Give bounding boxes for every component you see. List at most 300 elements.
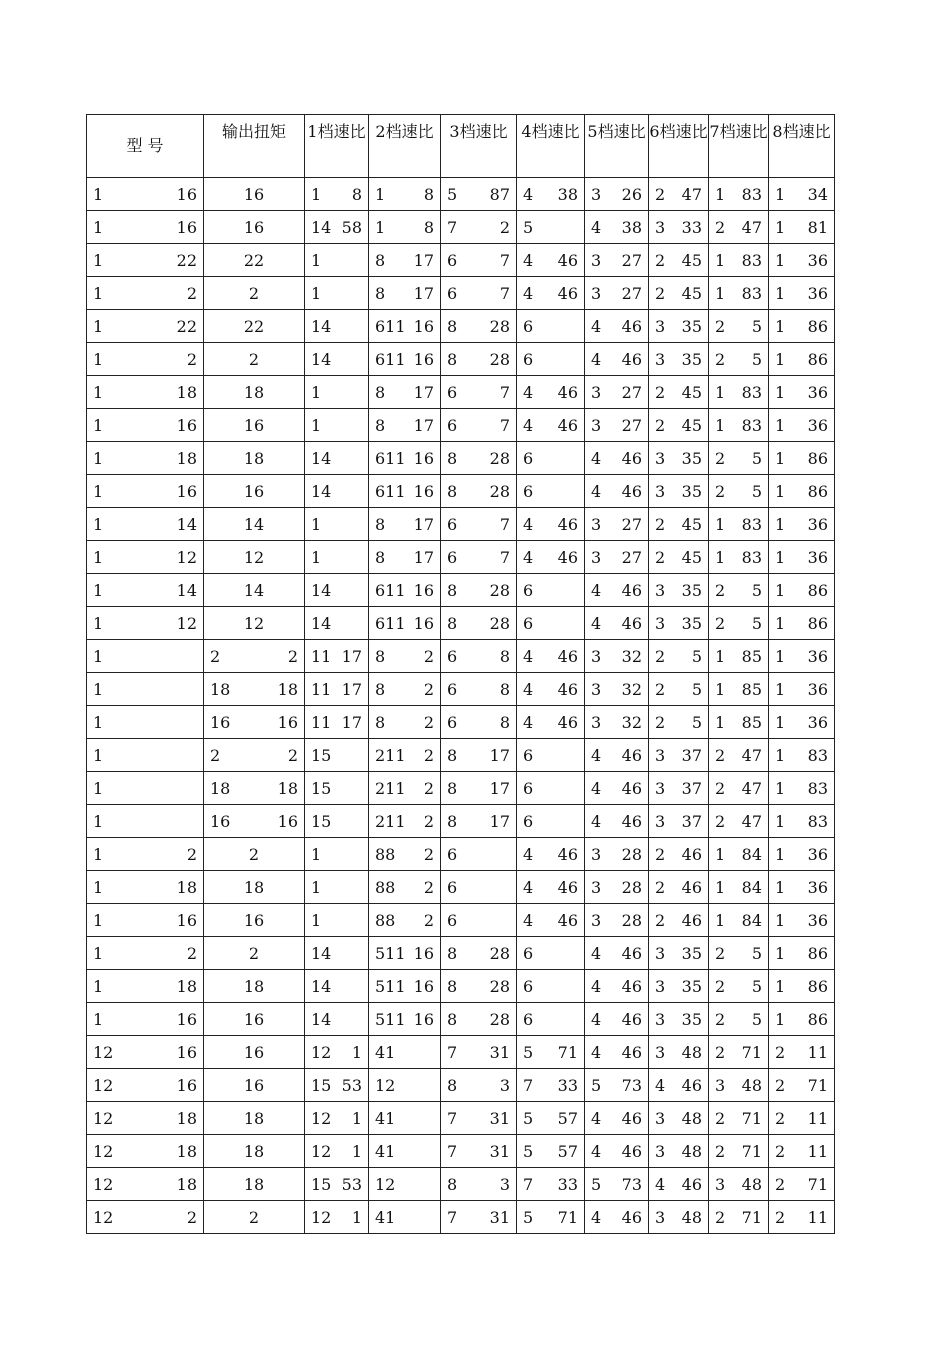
cell-model [87,277,204,310]
cell-value: 6 [523,811,534,831]
cell-value: 1 [311,250,322,270]
cell-value: 2 [423,877,434,897]
cell-value: 35 [681,481,702,501]
cell-gear-8 [769,277,835,310]
cell-value: 2 [715,613,726,633]
cell-value: 3 [655,976,666,996]
cell-value: 8 [447,943,458,963]
cell-value: 14 [176,514,197,534]
cell-model [87,211,204,244]
cell-value: 8 [423,217,434,237]
cell-model [87,871,204,904]
cell-value: 5 [591,1075,602,1095]
cell-value: 28 [489,448,510,468]
cell-value: 1 [715,679,726,699]
cell-value: 511 [375,943,406,963]
cell-value: 85 [741,712,762,732]
cell-value: 5 [751,613,762,633]
cell-value: 46 [557,844,578,864]
cell-value: 18 [243,382,265,402]
cell-value: 46 [621,1207,642,1227]
cell-value: 83 [741,547,762,567]
cell-value: 57 [557,1141,578,1161]
cell-value: 8 [375,283,386,303]
cell-gear-6 [649,1036,709,1069]
cell-gear-4 [517,1036,585,1069]
cell-value: 18 [176,877,197,897]
cell-value: 2 [655,514,666,534]
cell-value: 22 [243,250,265,270]
cell-gear-2 [369,706,441,739]
cell-value: 28 [489,943,510,963]
header-gear-8: 8档速比 [769,115,835,178]
cell-value: 4 [591,316,602,336]
cell-value: 11 [311,646,332,666]
cell-value: 1 [93,349,104,369]
cell-gear-4 [517,244,585,277]
cell-value: 46 [681,910,702,930]
cell-value: 4 [591,1108,602,1128]
cell-value: 1 [715,844,726,864]
cell-value: 16 [413,1009,434,1029]
cell-value: 3 [499,1075,510,1095]
cell-gear-6 [649,1069,709,1102]
cell-value: 4 [655,1174,666,1194]
cell-value: 2 [775,1141,786,1161]
cell-value: 6 [447,910,458,930]
cell-gear-2 [369,1003,441,1036]
cell-value: 8 [375,712,386,732]
cell-model [87,1201,204,1234]
cell-gear-3 [441,739,517,772]
cell-value: 85 [741,679,762,699]
cell-value: 4 [591,811,602,831]
cell-value: 1 [93,415,104,435]
cell-gear-6 [649,904,709,937]
cell-value: 46 [557,877,578,897]
cell-value: 3 [591,679,602,699]
cell-value: 16 [243,415,265,435]
cell-value: 611 [375,349,406,369]
cell-gear-2 [369,904,441,937]
cell-value: 16 [243,1042,265,1062]
cell-value: 6 [523,778,534,798]
cell-gear-8 [769,640,835,673]
cell-value: 73 [621,1075,642,1095]
cell-model [87,937,204,970]
cell-value: 2 [655,712,666,732]
cell-value: 14 [311,481,332,501]
cell-value: 1 [311,877,322,897]
cell-value: 2 [248,844,260,864]
cell-gear-6 [649,970,709,1003]
cell-value: 211 [375,745,406,765]
cell-value: 15 [311,811,332,831]
cell-gear-8 [769,310,835,343]
cell-output-torque [204,1036,305,1069]
cell-value: 8 [447,349,458,369]
cell-value: 4 [523,712,534,732]
table-row [87,178,835,211]
cell-model [87,673,204,706]
cell-model [87,1003,204,1036]
cell-value: 5 [591,1174,602,1194]
cell-value: 4 [523,910,534,930]
cell-gear-8 [769,1003,835,1036]
cell-value: 1 [93,778,104,798]
cell-value: 14 [311,580,332,600]
cell-value: 31 [489,1108,510,1128]
cell-gear-8 [769,838,835,871]
cell-value: 16 [176,184,197,204]
cell-gear-7 [709,1168,769,1201]
cell-gear-4 [517,376,585,409]
cell-value: 37 [681,778,702,798]
cell-value: 46 [681,1075,702,1095]
cell-value: 16 [413,976,434,996]
cell-value: 2 [186,943,197,963]
cell-value: 8 [447,1009,458,1029]
cell-value: 46 [621,943,642,963]
cell-value: 1 [311,547,322,567]
cell-gear-2 [369,376,441,409]
cell-value: 48 [681,1108,702,1128]
cell-value: 2 [186,349,197,369]
cell-value: 11 [311,712,332,732]
cell-gear-2 [369,244,441,277]
cell-gear-2 [369,1069,441,1102]
table-row [87,739,835,772]
cell-gear-2 [369,310,441,343]
cell-gear-4 [517,211,585,244]
cell-gear-5 [585,178,649,211]
cell-value: 27 [621,415,642,435]
cell-value: 611 [375,481,406,501]
cell-gear-5 [585,706,649,739]
cell-value: 1 [775,613,786,633]
cell-gear-8 [769,211,835,244]
cell-gear-4 [517,1003,585,1036]
cell-value: 11 [807,1141,828,1161]
header-gear-6: 6档速比 [649,115,709,178]
cell-value: 17 [413,382,434,402]
cell-value: 1 [715,547,726,567]
cell-value: 8 [375,250,386,270]
cell-value: 1 [775,382,786,402]
cell-gear-2 [369,937,441,970]
cell-model [87,739,204,772]
cell-gear-1 [305,277,369,310]
cell-gear-6 [649,838,709,871]
cell-value: 1 [775,679,786,699]
cell-value: 2 [186,844,197,864]
cell-gear-2 [369,277,441,310]
table-row [87,1003,835,1036]
cell-value: 2 [248,943,260,963]
cell-value: 71 [741,1042,762,1062]
cell-value: 1 [93,910,104,930]
cell-value: 48 [681,1042,702,1062]
cell-value: 17 [341,712,362,732]
cell-value: 14 [311,613,332,633]
cell-value: 8 [447,1075,458,1095]
cell-value: 57 [557,1108,578,1128]
cell-value: 34 [807,184,828,204]
cell-gear-1 [305,1003,369,1036]
cell-value: 12 [93,1042,114,1062]
cell-value: 4 [591,217,602,237]
cell-value: 4 [591,349,602,369]
cell-value: 4 [591,778,602,798]
cell-value: 36 [807,283,828,303]
cell-value: 1 [775,184,786,204]
cell-value: 611 [375,580,406,600]
cell-value: 36 [807,712,828,732]
table-row [87,640,835,673]
cell-output-torque [204,178,305,211]
cell-gear-8 [769,178,835,211]
cell-value: 16 [176,217,197,237]
cell-output-torque [204,772,305,805]
cell-output-torque [204,244,305,277]
cell-value: 16 [243,1075,265,1095]
cell-value: 46 [621,1042,642,1062]
cell-gear-4 [517,970,585,1003]
cell-gear-8 [769,1201,835,1234]
cell-value: 611 [375,613,406,633]
cell-model [87,178,204,211]
cell-value: 46 [557,415,578,435]
cell-gear-6 [649,310,709,343]
cell-value: 1 [715,514,726,534]
cell-value: 36 [807,877,828,897]
table-body [87,178,835,1234]
cell-model [87,1102,204,1135]
cell-gear-8 [769,442,835,475]
cell-value: 1 [93,514,104,534]
cell-value: 53 [341,1174,362,1194]
cell-value: 2 [655,382,666,402]
cell-value: 58 [341,217,362,237]
cell-gear-5 [585,310,649,343]
cell-gear-3 [441,244,517,277]
cell-value: 1 [93,613,104,633]
cell-value: 1 [715,283,726,303]
cell-gear-8 [769,706,835,739]
cell-gear-2 [369,541,441,574]
cell-value: 84 [741,910,762,930]
cell-gear-7 [709,1135,769,1168]
cell-value: 1 [311,184,322,204]
cell-value: 86 [807,943,828,963]
cell-value: 1 [775,1009,786,1029]
cell-gear-4 [517,739,585,772]
cell-gear-4 [517,1135,585,1168]
cell-value: 7 [523,1174,534,1194]
cell-value: 16 [413,349,434,369]
cell-value: 18 [243,1108,265,1128]
cell-model [87,376,204,409]
cell-output-torque [204,739,305,772]
cell-value: 12 [375,1075,396,1095]
cell-value: 15 [311,745,332,765]
cell-gear-3 [441,211,517,244]
cell-value: 3 [655,448,666,468]
cell-value: 8 [375,514,386,534]
cell-gear-4 [517,871,585,904]
cell-gear-3 [441,805,517,838]
table-row [87,277,835,310]
cell-gear-5 [585,772,649,805]
table-row [87,1168,835,1201]
cell-value: 16 [413,943,434,963]
cell-value: 18 [176,976,197,996]
cell-gear-4 [517,475,585,508]
cell-gear-2 [369,1135,441,1168]
cell-value: 8 [447,448,458,468]
cell-gear-5 [585,970,649,1003]
cell-value: 1 [93,1009,104,1029]
cell-gear-4 [517,343,585,376]
cell-value: 6 [447,514,458,534]
cell-value: 611 [375,316,406,336]
cell-gear-5 [585,376,649,409]
cell-value: 7 [447,217,458,237]
cell-value: 46 [557,646,578,666]
cell-gear-8 [769,343,835,376]
cell-gear-7 [709,343,769,376]
cell-value: 1 [93,811,104,831]
cell-value: 2 [775,1042,786,1062]
cell-value: 14 [311,448,332,468]
cell-value: 1 [775,943,786,963]
cell-gear-6 [649,508,709,541]
cell-value: 6 [447,877,458,897]
table-row [87,904,835,937]
cell-value: 1 [93,481,104,501]
cell-value: 3 [591,646,602,666]
cell-value: 86 [807,580,828,600]
cell-value: 2 [715,943,726,963]
cell-value: 8 [499,679,510,699]
cell-gear-1 [305,1069,369,1102]
cell-value: 18 [176,1108,197,1128]
cell-value: 83 [807,811,828,831]
cell-gear-3 [441,904,517,937]
cell-value: 4 [591,943,602,963]
cell-value: 3 [655,580,666,600]
cell-value: 1 [775,844,786,864]
cell-value: 32 [621,712,642,732]
cell-value: 2 [715,349,726,369]
cell-gear-1 [305,1135,369,1168]
cell-gear-6 [649,442,709,475]
cell-value: 37 [681,745,702,765]
cell-value: 28 [489,1009,510,1029]
cell-gear-6 [649,1135,709,1168]
cell-value: 1 [775,283,786,303]
cell-value: 85 [741,646,762,666]
cell-output-torque [204,607,305,640]
cell-gear-8 [769,244,835,277]
cell-value: 611 [375,448,406,468]
cell-value: 87 [489,184,510,204]
cell-value: 2 [655,184,666,204]
cell-gear-3 [441,937,517,970]
cell-value: 26 [621,184,642,204]
cell-value: 1 [311,283,322,303]
cell-value: 7 [499,514,510,534]
cell-value: 8 [423,184,434,204]
cell-gear-1 [305,442,369,475]
cell-gear-1 [305,409,369,442]
cell-value: 38 [621,217,642,237]
cell-value: 5 [523,1207,534,1227]
cell-value: 35 [681,316,702,336]
cell-value: 3 [655,1042,666,1062]
cell-value: 11 [807,1108,828,1128]
cell-gear-8 [769,937,835,970]
cell-value: 12 [243,547,265,567]
cell-gear-6 [649,475,709,508]
cell-value: 41 [375,1108,396,1128]
cell-value: 2 [423,745,434,765]
cell-value: 2 [655,877,666,897]
cell-gear-6 [649,739,709,772]
cell-gear-3 [441,838,517,871]
cell-output-torque [204,1135,305,1168]
cell-value: 3 [591,382,602,402]
cell-gear-1 [305,772,369,805]
cell-value: 88 [375,877,396,897]
cell-value: 5 [447,184,458,204]
cell-value: 7 [499,547,510,567]
cell-value: 1 [775,217,786,237]
cell-value: 1 [715,415,726,435]
cell-gear-1 [305,508,369,541]
cell-value: 6 [447,646,458,666]
table-row [87,1102,835,1135]
cell-value: 7 [499,382,510,402]
header-model: 型 号 [87,115,204,178]
cell-value: 1 [351,1042,362,1062]
cell-value: 83 [741,283,762,303]
cell-gear-4 [517,607,585,640]
cell-gear-7 [709,376,769,409]
cell-gear-5 [585,739,649,772]
cell-output-torque [204,211,305,244]
cell-gear-4 [517,508,585,541]
cell-value: 71 [807,1075,828,1095]
cell-value: 46 [621,448,642,468]
cell-value: 48 [681,1141,702,1161]
cell-value: 3 [655,811,666,831]
cell-value: 16 [277,712,298,732]
cell-gear-6 [649,244,709,277]
cell-value: 1 [375,184,386,204]
cell-value: 17 [413,514,434,534]
cell-gear-7 [709,244,769,277]
cell-value: 2 [715,1009,726,1029]
cell-value: 1 [93,382,104,402]
table-row [87,970,835,1003]
cell-gear-5 [585,574,649,607]
cell-value: 6 [447,679,458,699]
cell-value: 3 [715,1174,726,1194]
cell-output-torque [204,409,305,442]
cell-gear-7 [709,442,769,475]
cell-value: 12 [93,1207,114,1227]
